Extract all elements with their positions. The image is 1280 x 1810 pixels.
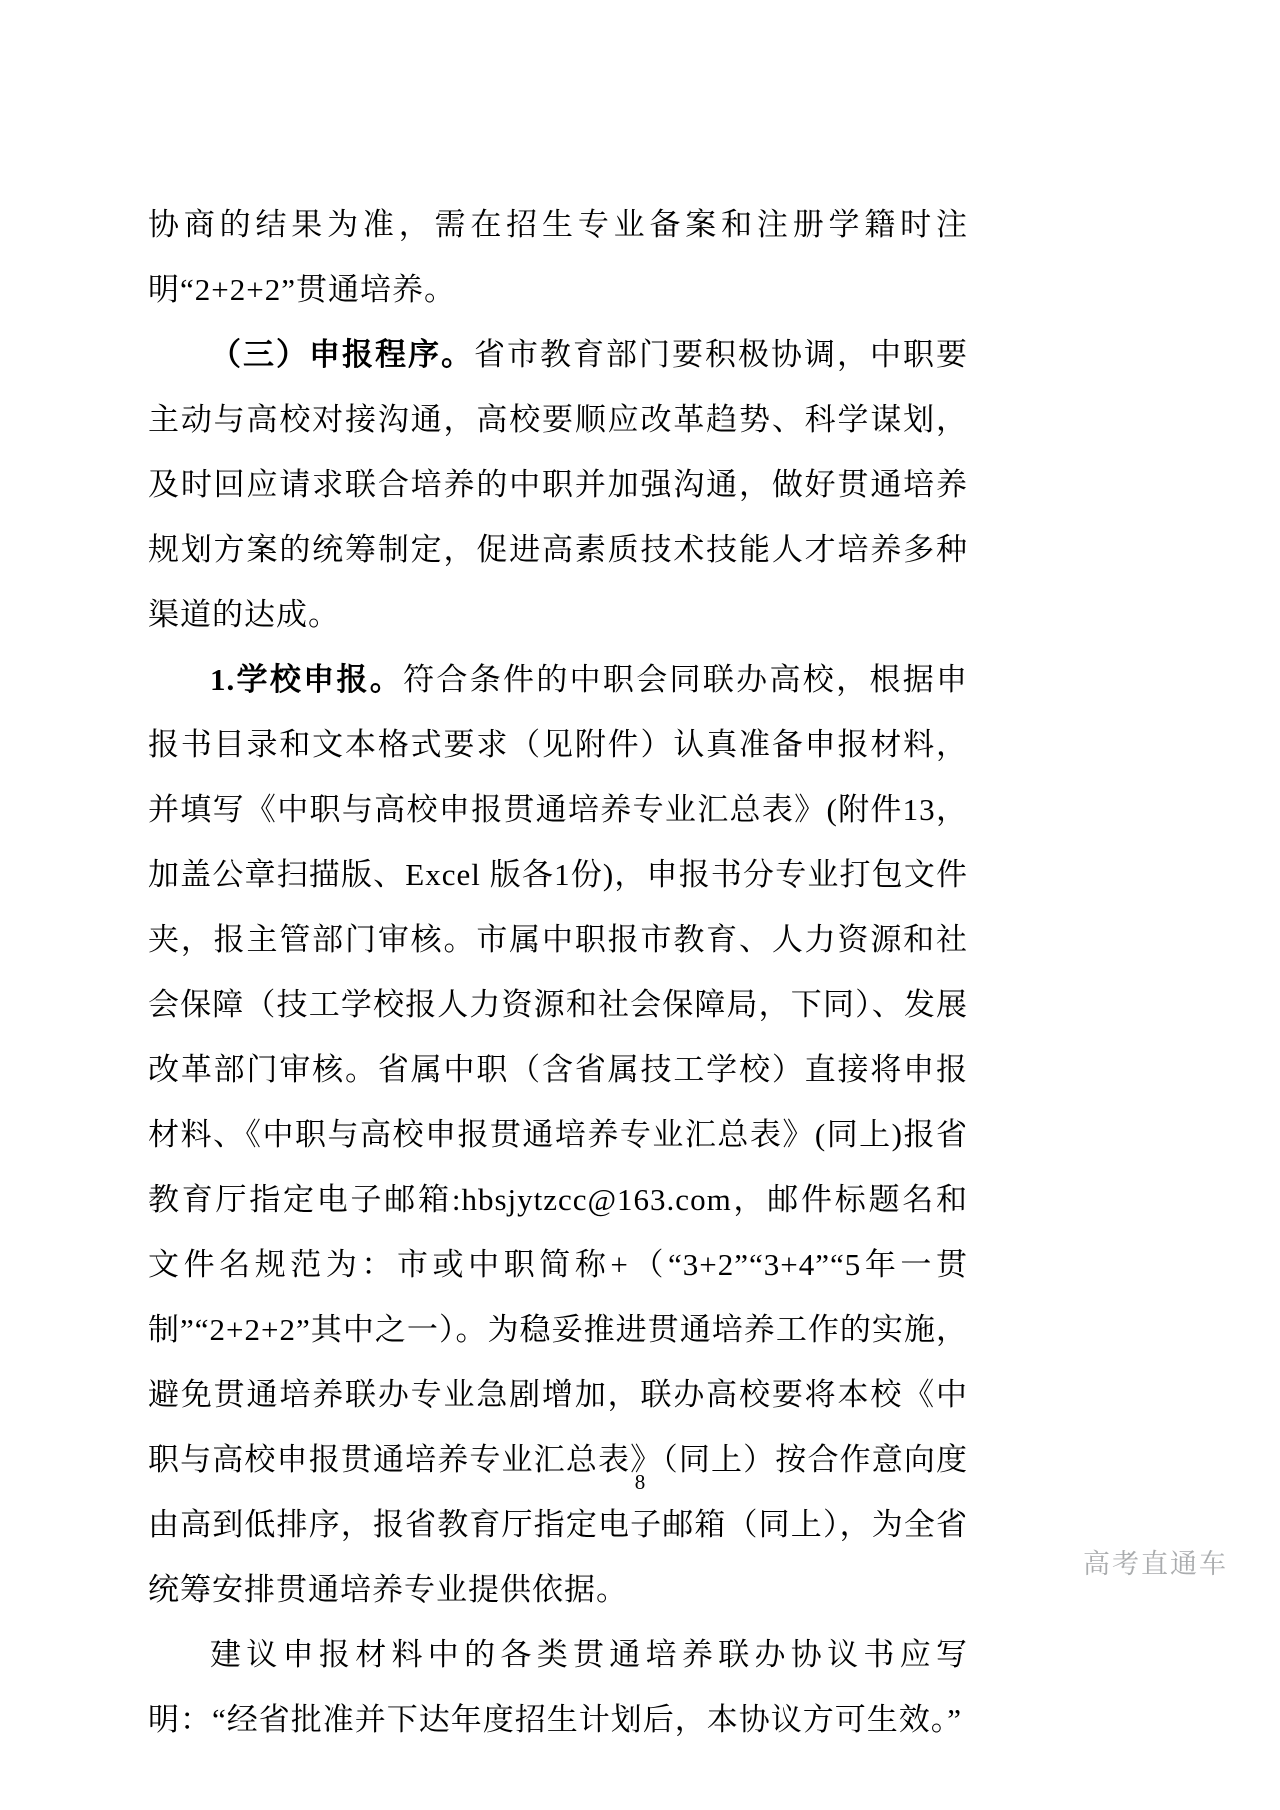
paragraph-text: 符合条件的中职会同联办高校，根据申报书目录和文本格式要求（见附件）认真准备申报材料，并填写《中职与高校申报贯通培养专业汇总表》(附件13，加盖公章扫描版、Excel 版各1份)，申报书分专业打包文件夹，报主管部门审核。市属中职报市教育、人力资源和社会保障（技工学校报人力资源和社会保障局，下同）、发展改革部门审核。省属中职（含省属技工学校）直接将申报材料、《中职与高校申报贯通培养专业汇总表》(同上)报省教育厅指定电子邮箱:hbsjytzcc@163.com，邮件标题名和文件名规范为：市或中职简称+（“3+2”“3+4”“5年一贯制”“2+2+2”其中之一）。为稳妥推进贯通培养工作的实施，避免贯通培养联办专业急剧增加，联办高校要将本校《中职与高校申报贯通培养专业汇总表》（同上）按合作意向度由高到低排序，报省教育厅指定电子邮箱（同上），为全省统筹安排贯通培养专业提供依据。 — [148, 662, 969, 1607]
paragraph-text: 协商的结果为准，需在招生专业备案和注册学籍时注明“2+2+2”贯通培养。 — [148, 207, 968, 307]
paragraph — [148, 192, 968, 322]
document-body — [148, 192, 968, 1752]
paragraph-text: 建议申报材料中的各类贯通培养联办协议书应写明：“经省批准并下达年度招生计划后，本协议方可生效。” — [148, 1637, 968, 1737]
paragraph — [148, 322, 968, 647]
paragraph-text: 省市教育部门要积极协调，中职要主动与高校对接沟通，高校要顺应改革趋势、科学谋划，及时回应请求联合培养的中职并加强沟通，做好贯通培养规划方案的统筹制定，促进高素质技术技能人才培养多种渠道的达成。 — [148, 337, 968, 632]
paragraph-lead: （三）申报程序。 — [210, 337, 474, 372]
paragraph — [148, 1622, 968, 1752]
watermark: 高考直通车 — [1083, 1549, 1228, 1579]
paragraph-lead: 1.学校申报。 — [210, 662, 404, 697]
page-number: 8 — [634, 1470, 646, 1494]
